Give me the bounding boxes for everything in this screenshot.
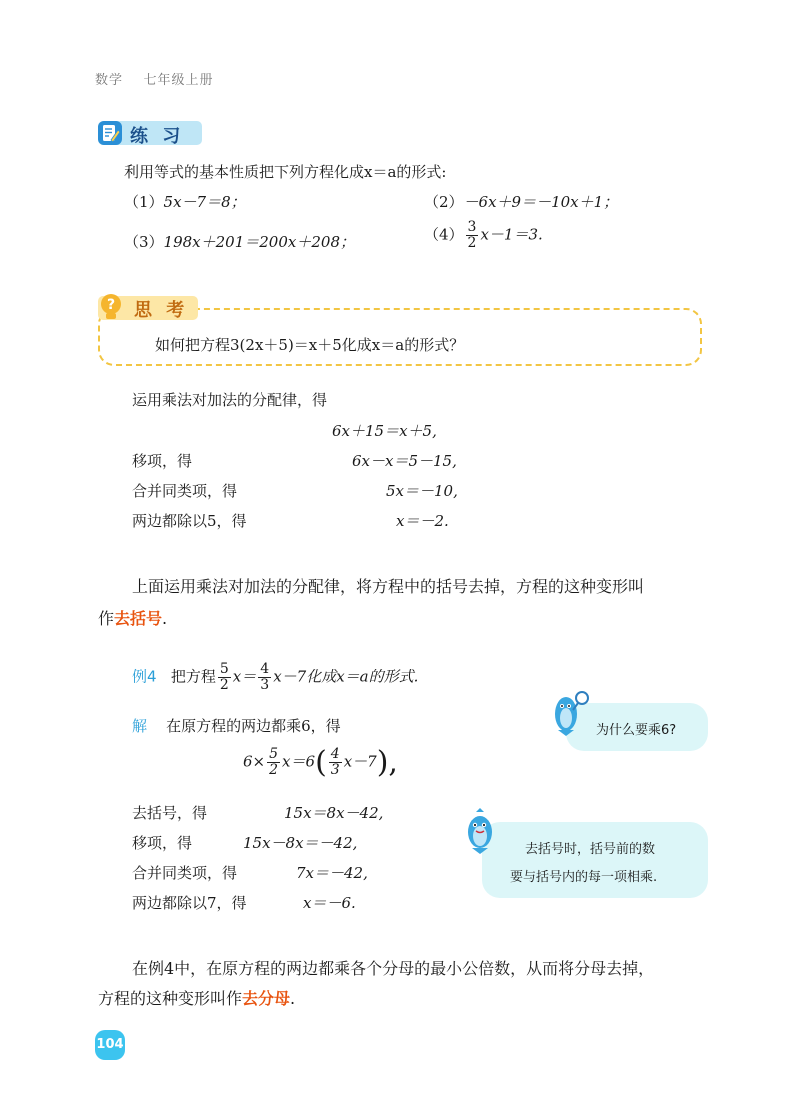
example-solution-line: 解 在原方程的两边都乘6，得 [132, 717, 341, 735]
fraction: $\frac{4}{3}$ [260, 661, 270, 693]
remove-denom-paragraph-line1: 在例4中，在原方程的两边都乘各个分母的最小公倍数，从而将分母去掉， [132, 959, 655, 978]
hint-text-parentheses-line1: 去括号时，括号前的数 [525, 842, 656, 857]
fraction: $\frac{4}{3}$ [330, 746, 340, 778]
fraction: $\frac{5}{2}$ [219, 661, 229, 693]
practice-item-4: （4） $\frac{3}{2}$ x－1＝3. [424, 219, 543, 251]
svg-text:?: ? [106, 297, 116, 313]
pencil-note-icon [96, 119, 124, 147]
example-main-equation: 6× $\frac{5}{2}$ x＝6( $\frac{4}{3}$ x－7), [243, 745, 398, 780]
step-equation: 5x＝－10, [386, 482, 458, 500]
step-label: 合并同类项，得 [132, 864, 238, 882]
running-header [95, 69, 214, 88]
page-number: 104 [96, 1037, 124, 1052]
dolphin-icon [462, 808, 502, 856]
step-label: 移项，得 [132, 452, 193, 470]
step-equation: x＝－2. [396, 512, 449, 530]
term-remove-denominators: 去分母 [242, 989, 291, 1008]
grade-title: 七年级上册 [143, 73, 214, 88]
step-label: 两边都除以7，得 [132, 894, 247, 912]
step-equation: 15x－8x＝－42, [243, 834, 358, 852]
step-label: 去括号，得 [132, 804, 208, 822]
step-equation: x＝－6. [303, 894, 356, 912]
think-question: 如何把方程3(2x＋5)＝x＋5化成x＝a的形式？ [155, 336, 465, 354]
practice-item-2: （2）－6x＋9＝－10x＋1； [424, 193, 619, 211]
think-title: 思 考 [134, 300, 189, 321]
practice-item-1: （1）5x－7＝8； [124, 193, 246, 211]
hint-bubble-parentheses [482, 822, 708, 898]
remove-paren-paragraph-line2: 作去括号. [98, 609, 168, 628]
book-title: 数学 [95, 73, 124, 88]
dolphin-magnifier-icon [548, 688, 592, 738]
hint-text-parentheses-line2: 要与括号内的每一项相乘. [510, 870, 658, 885]
fraction: $\frac{5}{2}$ [269, 746, 279, 778]
example-label: 例4 [132, 667, 157, 686]
step-equation: 6x－x＝5－15, [352, 452, 457, 470]
lightbulb-question-icon [96, 292, 126, 322]
solution-label: 解 [132, 717, 148, 735]
practice-instruction: 利用等式的基本性质把下列方程化成x＝a的形式: [124, 163, 447, 181]
step-equation: 7x＝－42, [296, 864, 368, 882]
step-label: 两边都除以5，得 [132, 512, 247, 530]
remove-paren-paragraph-line1: 上面运用乘法对加法的分配律，将方程中的括号去掉，方程的这种变形叫 [132, 577, 645, 596]
hint-text-why6: 为什么要乘6? [596, 723, 677, 738]
practice-title: 练 习 [130, 126, 185, 147]
practice-item-3: （3）198x＋201＝200x＋208； [124, 233, 355, 251]
example-4-statement: 例4 把方程 $\frac{5}{2}$ x＝ $\frac{4}{3}$ x－7化成x＝a的形式. [132, 661, 419, 693]
step-label: 移项，得 [132, 834, 193, 852]
fraction: $\frac{3}{2}$ [467, 219, 477, 251]
remove-denom-paragraph-line2: 方程的这种变形叫作去分母. [98, 989, 296, 1008]
step-equation: 15x＝8x－42, [284, 804, 384, 822]
solution-intro: 运用乘法对加法的分配律，得 [132, 391, 328, 409]
term-remove-parentheses: 去括号 [114, 609, 163, 628]
solution-equation-0: 6x＋15＝x＋5, [332, 422, 437, 440]
step-label: 合并同类项，得 [132, 482, 238, 500]
